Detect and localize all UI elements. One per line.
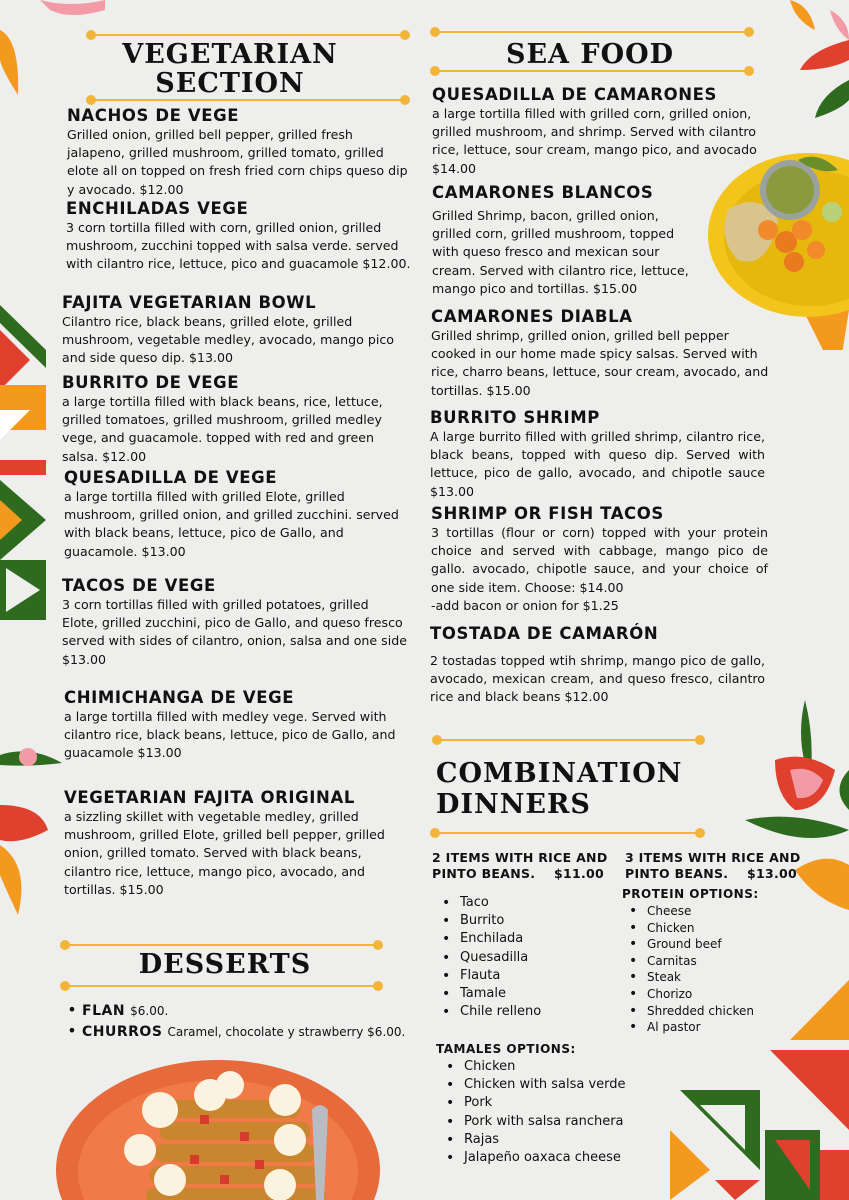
- top-left-leaf-decoration: [0, 0, 110, 100]
- menu-item: [67, 106, 412, 199]
- tamales-options-list: [442, 1058, 666, 1167]
- menu-item: [64, 468, 409, 561]
- divider-dot: [373, 981, 383, 991]
- divider-line: [435, 70, 747, 72]
- item-description: Grilled shrimp, grilled onion, grilled bell pepper cooked in our home made spicy salsas. Served with rice, charro beans, lettuce, sour cream, avocado, and tortillas. $15.00: [431, 328, 769, 398]
- item-description: a sizzling skillet with vegetable medley, grilled mushroom, grilled Elote, grilled bell pepper, grilled onion, grilled tomato. Served with black beans, cilantro rice, lettuce, mango pico, avocado, and tortillas. $15.00: [64, 809, 385, 897]
- menu-item: [431, 307, 771, 400]
- menu-item: [432, 85, 772, 178]
- top-right-leaf-decoration: [770, 0, 849, 120]
- item-name: CAMARONES BLANCOS: [432, 183, 654, 202]
- tamales-options: [436, 1042, 666, 1167]
- item-description: A large burrito filled with grilled shrimp, cilantro rice, black beans, topped with queso dip. Served with lettuce, pico de gallo, avocado, and chipotle sauce $13.00: [430, 429, 765, 499]
- list-item: • Flauta: [438, 967, 617, 985]
- protein-options-list: [625, 903, 825, 1036]
- item-name: CHIMICHANGA DE VEGE: [64, 688, 295, 707]
- divider-dot: [400, 30, 410, 40]
- combo-two-label: 2 ITEMS WITH RICE AND PINTO BEANS.: [432, 850, 608, 881]
- item-name: BURRITO SHRIMP: [430, 408, 600, 427]
- list-item: • Chile relleno: [438, 1003, 617, 1021]
- list-item: • Chicken: [625, 920, 825, 937]
- dessert-name: CHURROS: [82, 1024, 163, 1040]
- menu-item: [432, 183, 697, 298]
- divider-line: [435, 31, 747, 33]
- combo-two-list: [438, 894, 617, 1021]
- divider-dot: [695, 828, 705, 838]
- menu-item: [62, 293, 412, 368]
- combo-three-heading: [625, 850, 825, 882]
- divider-line: [65, 985, 377, 987]
- item-note: -add bacon or onion for $1.25: [431, 597, 619, 613]
- left-flower-decoration: [0, 735, 70, 915]
- item-description: 2 tostadas topped wtih shrimp, mango pico de gallo, avocado, mexican cream, and queso fresco, cilantro rice and black beans $12.00: [430, 653, 765, 705]
- dessert-item: • FLAN $6.00.: [67, 1000, 169, 1019]
- list-item: • Jalapeño oaxaca cheese: [442, 1149, 666, 1167]
- list-item: • Al pastor: [625, 1019, 825, 1036]
- divider-dot: [744, 66, 754, 76]
- item-name: SHRIMP OR FISH TACOS: [431, 504, 664, 523]
- item-name: TACOS DE VEGE: [62, 576, 216, 595]
- divider-line: [65, 944, 377, 946]
- dessert-list: [62, 1000, 442, 1042]
- menu-item: [430, 408, 765, 501]
- combination-section-title: COMBINATION DINNERS: [436, 758, 683, 820]
- item-description: a large tortilla filled with grilled corn, grilled onion, grilled mushroom, and shrimp. Served with cilantro rice, lettuce, sour cream, mango pico, and avocado $14.00: [432, 106, 757, 176]
- protein-options-heading: PROTEIN OPTIONS:: [622, 887, 759, 901]
- item-description: 3 tortillas (flour or corn) topped with your protein choice and served with cabbage, mango pico de gallo. avocado, chipotle sauce, and your choice of one side item. Choose: $14.00: [431, 525, 768, 595]
- list-item: • Burrito: [438, 912, 617, 930]
- divider-dot: [744, 27, 754, 37]
- list-item: • Pork: [442, 1094, 666, 1112]
- list-item: • Cheese: [625, 903, 825, 920]
- combo-two-items: [432, 850, 617, 1021]
- item-name: FAJITA VEGETARIAN BOWL: [62, 293, 317, 312]
- dessert-description: $6.00.: [130, 1004, 169, 1018]
- list-item: • Chorizo: [625, 986, 825, 1003]
- list-item: • Rajas: [442, 1131, 666, 1149]
- list-item: • Tamale: [438, 985, 617, 1003]
- menu-item: [62, 576, 407, 669]
- desserts-section-title: DESSERTS: [138, 949, 312, 980]
- item-description: Cilantro rice, black beans, grilled elote, grilled mushroom, vegetable medley, avocado, mango pico and side queso dip. $13.00: [62, 314, 394, 366]
- combo-two-heading: [432, 850, 617, 882]
- divider-line: [435, 832, 697, 834]
- list-item: • Taco: [438, 894, 617, 912]
- item-description: a large tortilla filled with black beans, rice, lettuce, grilled tomatoes, grilled mushroom, grilled medley vege, and guacamole. topped with red and green salsa. $12.00: [62, 394, 383, 464]
- item-description: 3 corn tortillas filled with grilled potatoes, grilled Elote, grilled zucchini, pico de Gallo, and queso fresco served with sides of cilantro, onion, salsa and one side $13.00: [62, 597, 407, 667]
- list-item: • Chicken: [442, 1058, 666, 1076]
- menu-item: [62, 373, 412, 466]
- menu-item: [430, 624, 765, 707]
- item-description: 3 corn tortilla filled with corn, grilled onion, grilled mushroom, zucchini topped with salsa verde. served with cilantro rice, lettuce, pico and guacamole $12.00.: [66, 220, 411, 272]
- item-description: Grilled Shrimp, bacon, grilled onion, grilled corn, grilled mushroom, topped with queso fresco and mexican sour cream. Served with cilantro rice, lettuce, mango pico and tortillas. $15.00: [432, 208, 689, 296]
- item-name: NACHOS DE VEGE: [67, 106, 240, 125]
- combo-three-items: [622, 850, 825, 1036]
- list-item: • Enchilada: [438, 930, 617, 948]
- item-name: QUESADILLA DE CAMARONES: [432, 85, 718, 104]
- dessert-description: Caramel, chocolate y strawberry $6.00.: [167, 1025, 406, 1039]
- item-description: Grilled onion, grilled bell pepper, grilled fresh jalapeno, grilled mushroom, grilled tomato, grilled elote all on topped on fresh fried corn chips queso dip y avocado. $12.00: [67, 127, 408, 197]
- list-item: • Shredded chicken: [625, 1003, 825, 1020]
- dessert-item: • CHURROS Caramel, chocolate y strawberry $6.00.: [67, 1021, 406, 1040]
- item-description: a large tortilla filled with grilled Elote, grilled mushroom, grilled onion, and grilled zucchini. served with black beans, lettuce, pico de Gallo, and guacamole. $13.00: [64, 489, 399, 559]
- combo-three-price: $13.00: [746, 866, 797, 881]
- combo-three-label: 3 ITEMS WITH RICE AND PINTO BEANS.: [625, 850, 801, 881]
- seafood-section-title: SEA FOOD: [505, 39, 675, 70]
- list-item: • Carnitas: [625, 953, 825, 970]
- list-item: • Steak: [625, 969, 825, 986]
- menu-item: [66, 199, 411, 274]
- divider-dot: [695, 735, 705, 745]
- combo-two-price: $11.00: [553, 866, 604, 881]
- dessert-name: FLAN: [82, 1003, 126, 1019]
- item-name: QUESADILLA DE VEGE: [64, 468, 278, 487]
- list-item: • Quesadilla: [438, 949, 617, 967]
- item-name: BURRITO DE VEGE: [62, 373, 240, 392]
- churros-dessert-photo: [50, 1040, 390, 1200]
- list-item: • Chicken with salsa verde: [442, 1076, 666, 1094]
- list-item: • Ground beef: [625, 936, 825, 953]
- item-description: a large tortilla filled with medley vege. Served with cilantro rice, black beans, lettuce, pico de Gallo, and guacamole $13.00: [64, 709, 396, 761]
- menu-item: [64, 788, 409, 899]
- divider-line: [437, 739, 697, 741]
- divider-dot: [400, 95, 410, 105]
- vegetarian-section-title: VEGETARIAN SECTION: [122, 39, 338, 99]
- tamales-options-heading: TAMALES OPTIONS:: [436, 1042, 576, 1056]
- left-geometric-decoration: [0, 290, 50, 640]
- divider-dot: [373, 940, 383, 950]
- divider-line: [91, 34, 403, 36]
- divider-line: [91, 99, 403, 101]
- item-name: ENCHILADAS VEGE: [66, 199, 249, 218]
- item-name: TOSTADA DE CAMARÓN: [430, 624, 659, 643]
- list-item: • Pork with salsa ranchera: [442, 1113, 666, 1131]
- item-name: VEGETARIAN FAJITA ORIGINAL: [64, 788, 355, 807]
- menu-item: [64, 688, 409, 763]
- item-name: CAMARONES DIABLA: [431, 307, 633, 326]
- menu-item: [431, 504, 768, 615]
